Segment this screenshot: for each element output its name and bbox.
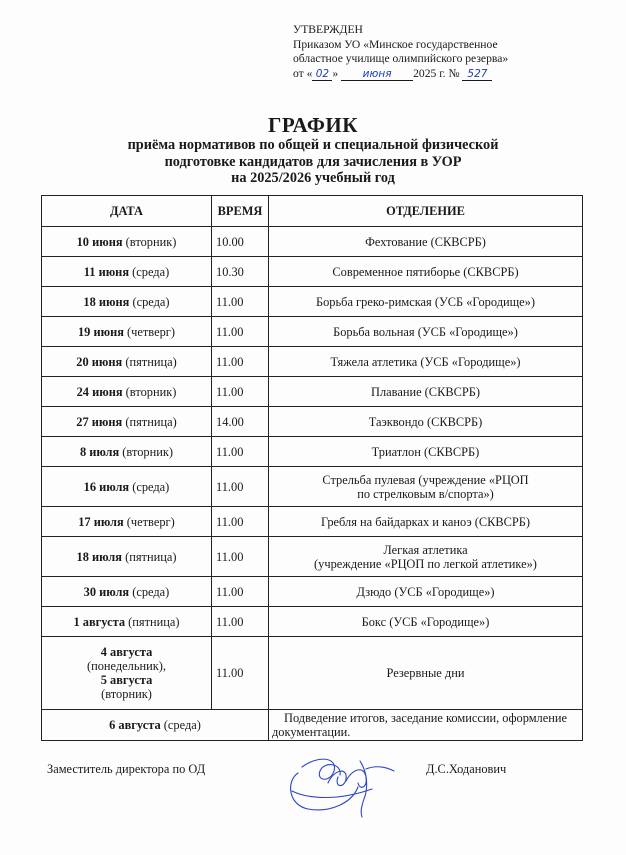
row-time: 11.00 (212, 607, 269, 637)
row-department: Борьба вольная (УСБ «Городище») (269, 317, 583, 347)
approval-block (293, 23, 508, 81)
row-time: 11.00 (212, 537, 269, 577)
header-date: ДАТА (42, 196, 212, 227)
approval-date-line (293, 67, 508, 82)
row-date: 11 июня (среда) (42, 257, 212, 287)
row-date: 18 июля (пятница) (42, 537, 212, 577)
row-time: 11.00 (212, 437, 269, 467)
title-block (0, 113, 626, 187)
date-year: 2025 г. № (413, 66, 460, 80)
table-row (42, 257, 583, 287)
row-date: 19 июня (четверг) (42, 317, 212, 347)
subtitle-line-3: на 2025/2026 учебный год (231, 170, 395, 186)
table-row (42, 437, 583, 467)
header-time: ВРЕМЯ (212, 196, 269, 227)
table-row (42, 607, 583, 637)
row-department: Современное пятиборье (СКВСРБ) (269, 257, 583, 287)
handwritten-order-number: 527 (462, 68, 492, 81)
header-department: ОТДЕЛЕНИЕ (269, 196, 583, 227)
table-row (42, 710, 583, 741)
row-department: Фехтование (СКВСРБ) (269, 227, 583, 257)
row-date: 16 июля (среда) (42, 467, 212, 507)
table-row (42, 347, 583, 377)
row-department: Таэквондо (СКВСРБ) (269, 407, 583, 437)
subtitle-line-2: подготовке кандидатов для зачисления в УОР (164, 153, 462, 170)
row-date: 1 августа (пятница) (42, 607, 212, 637)
table-row (42, 287, 583, 317)
row-time: 11.00 (212, 507, 269, 537)
table-row (42, 577, 583, 607)
signatory-position: Заместитель директора по ОД (47, 762, 206, 776)
row-date: 4 августа (понедельник), 5 августа (вторник) (42, 637, 212, 710)
row-department: Тяжела атлетика (УСБ «Городище») (269, 347, 583, 377)
row-department: Триатлон (СКВСРБ) (269, 437, 583, 467)
document-title: ГРАФИК (268, 113, 358, 137)
table-row (42, 507, 583, 537)
row-department: Дзюдо (УСБ «Городище») (269, 577, 583, 607)
row-date: 8 июля (вторник) (42, 437, 212, 467)
approval-org-line: областное училище олимпийского резерва» (293, 52, 509, 65)
table-header-row (42, 196, 583, 227)
row-department: Гребля на байдарках и каноэ (СКВСРБ) (269, 507, 583, 537)
row-date: 17 июля (четверг) (42, 507, 212, 537)
subtitle-line-1: приёма нормативов по общей и специальной физической (127, 137, 499, 153)
approval-order-line: Приказом УО «Минское государственное (293, 37, 498, 51)
row-department: Борьба греко-римская (УСБ «Городище») (269, 287, 583, 317)
table-row (42, 377, 583, 407)
row-time: 11.00 (212, 347, 269, 377)
table-row (42, 407, 583, 437)
table-row (42, 317, 583, 347)
table-row (42, 537, 583, 577)
row-time: 11.00 (212, 377, 269, 407)
row-time: 10.30 (212, 257, 269, 287)
schedule-table (41, 195, 583, 741)
row-date: 10 июня (вторник) (42, 227, 212, 257)
row-date: 18 июня (среда) (42, 287, 212, 317)
row-department: Стрельба пулевая (учреждение «РЦОП по стрелковым в/спорта») (269, 467, 583, 507)
row-department: Плавание (СКВСРБ) (269, 377, 583, 407)
row-time: 10.00 (212, 227, 269, 257)
row-time: 14.00 (212, 407, 269, 437)
table-row (42, 467, 583, 507)
table-row (42, 227, 583, 257)
row-time: 11.00 (212, 317, 269, 347)
table-row (42, 637, 583, 710)
approval-title: УТВЕРЖДЕН (293, 23, 363, 36)
date-sep: » (332, 66, 339, 80)
handwritten-day: 02 (312, 68, 332, 81)
row-date: 6 августа (среда) (42, 710, 269, 741)
row-department: Легкая атлетика (учреждение «РЦОП по легкой атлетике») (269, 537, 583, 577)
signature-icon (268, 743, 408, 823)
row-date: 24 июня (вторник) (42, 377, 212, 407)
row-date: 27 июня (пятница) (42, 407, 212, 437)
row-summary: Подведение итогов, заседание комиссии, оформление документации. (269, 710, 583, 741)
row-department: Бокс (УСБ «Городище») (269, 607, 583, 637)
date-prefix: от « (293, 66, 313, 80)
signatory-name: Д.С.Ходанович (426, 762, 507, 776)
row-time: 11.00 (212, 637, 269, 710)
row-time: 11.00 (212, 287, 269, 317)
row-time: 11.00 (212, 577, 269, 607)
row-date: 30 июля (среда) (42, 577, 212, 607)
handwritten-month: июня (341, 68, 413, 81)
row-department: Резервные дни (269, 637, 583, 710)
row-date: 20 июня (пятница) (42, 347, 212, 377)
row-time: 11.00 (212, 467, 269, 507)
